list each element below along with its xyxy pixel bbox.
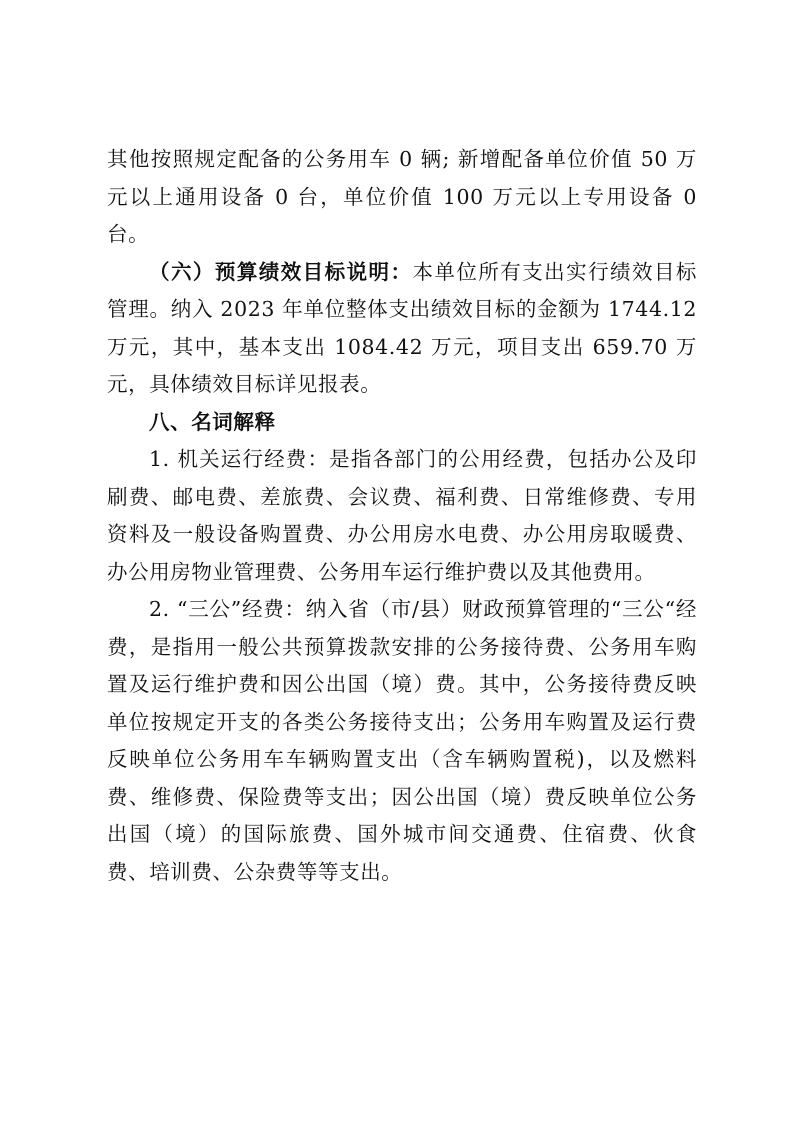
paragraph-performance-goals [107,254,697,404]
performance-goals-text: 本单位所有支出实行绩效目标管理。纳入 2023 年单位整体支出绩效目标的金额为 1744.12 万元，其中，基本支出 1084.42 万元，项目支出 659.70 万元，具体绩效目标详见报表。 [107,259,697,396]
glossary-item-three-public-expenses: 2. “三公”经费：纳入省（市/县）财政预算管理的“三公“经费，是指用一般公共预算拨款安排的公务接待费、公务用车购置及运行维护费和因公出国（境）费。其中，公务接待费反映单位按规定开支的各类公务接待支出；公务用车购置及运行费反映单位公务用车车辆购置支出（含车辆购置税)，以及燃料费、维修费、保险费等支出；因公出国（境）费反映单位公务出国（境）的国际旅费、国外城市间交通费、住宿费、伙食费、培训费、公杂费等等支出。 [107,597,697,884]
document-body [107,141,697,891]
glossary-item-operating-expenses: 1. 机关运行经费：是指各部门的公用经费，包括办公及印刷费、邮电费、差旅费、会议费、福利费、日常维修费、专用资料及一般设备购置费、办公用房水电费、办公用房取暖费、办公用房物业管理费、公务用车运行维护费以及其他费用。 [107,447,697,584]
section-heading-glossary: 八、名词解释 [149,409,276,434]
paragraph-vehicle-equipment: 其他按照规定配备的公务用车 0 辆; 新增配备单位价值 50 万元以上通用设备 0 台，单位价值 100 万元以上专用设备 0 台。 [107,147,697,246]
performance-goals-label: （六）预算绩效目标说明： [149,259,413,284]
